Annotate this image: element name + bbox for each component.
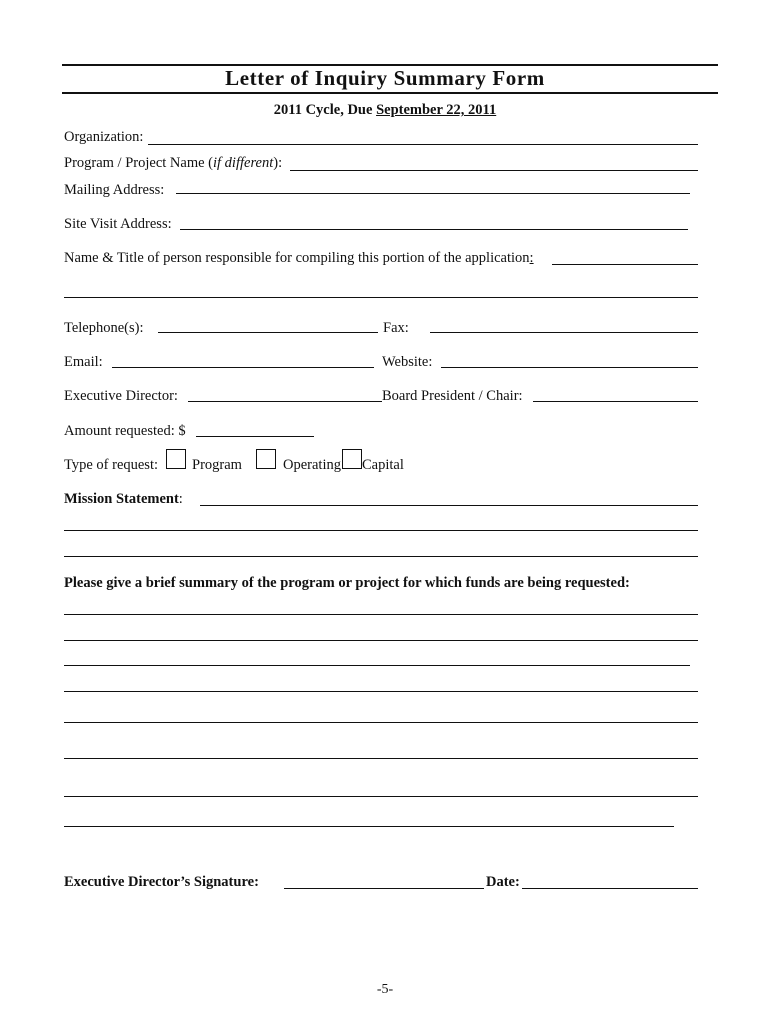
cycle-subtitle [0, 102, 770, 119]
operating-checkbox[interactable] [256, 449, 276, 469]
responsible-person-field-line-2[interactable] [64, 297, 698, 298]
board-president-label: Board President / Chair: [382, 388, 523, 404]
email-field[interactable] [112, 367, 374, 368]
telephone-label: Telephone(s): [64, 320, 144, 336]
cycle-label: 2011 Cycle, Due [273, 102, 377, 118]
program-name-field[interactable] [290, 170, 698, 171]
organization-field[interactable] [148, 144, 698, 145]
summary-field-line-4[interactable] [64, 691, 698, 692]
type-of-request-label: Type of request: [64, 457, 159, 473]
date-label: Date: [486, 874, 520, 890]
executive-director-field[interactable] [188, 401, 382, 402]
mailing-address-label: Mailing Address: [64, 182, 165, 198]
organization-label: Organization: [64, 129, 144, 145]
summary-field-line-1[interactable] [64, 614, 698, 615]
website-label: Website: [382, 354, 433, 370]
signature-field[interactable] [284, 888, 484, 889]
summary-field-line-7[interactable] [64, 796, 698, 797]
mission-statement-label: Mission Statement: [64, 491, 183, 507]
date-field[interactable] [522, 888, 698, 889]
summary-prompt: Please give a brief summary of the program or project for which funds are being requested: [64, 575, 630, 591]
capital-option-label: Capital [362, 457, 404, 473]
signature-label: Executive Director’s Signature: [64, 874, 259, 890]
fax-label: Fax: [383, 320, 409, 336]
executive-director-label: Executive Director: [64, 388, 178, 404]
site-visit-address-field[interactable] [180, 229, 688, 230]
mission-statement-field-line-3[interactable] [64, 556, 698, 557]
summary-field-line-2[interactable] [64, 640, 698, 641]
responsible-person-field[interactable] [552, 264, 698, 265]
amount-requested-field[interactable] [196, 436, 314, 437]
summary-field-line-5[interactable] [64, 722, 698, 723]
operating-option-label: Operating [283, 457, 341, 473]
telephone-field[interactable] [158, 332, 378, 333]
mailing-address-field[interactable] [176, 193, 690, 194]
program-checkbox[interactable] [166, 449, 186, 469]
website-field[interactable] [441, 367, 698, 368]
page-number: -5- [376, 982, 394, 997]
board-president-field[interactable] [533, 401, 698, 402]
amount-requested-label: Amount requested: $ [64, 423, 186, 439]
form-title: Letter of Inquiry Summary Form [225, 66, 545, 90]
program-name-label: Program / Project Name (if different): [64, 155, 283, 171]
mission-statement-field[interactable] [200, 505, 698, 506]
program-option-label: Program [192, 457, 242, 473]
responsible-person-label: Name & Title of person responsible for compiling this portion of the application: [64, 250, 534, 266]
capital-checkbox[interactable] [342, 449, 362, 469]
mission-statement-field-line-2[interactable] [64, 530, 698, 531]
site-visit-address-label: Site Visit Address: [64, 216, 172, 232]
fax-field[interactable] [430, 332, 698, 333]
summary-field-line-6[interactable] [64, 758, 698, 759]
email-label: Email: [64, 354, 103, 370]
summary-field-line-3[interactable] [64, 665, 690, 666]
title-rule [62, 92, 718, 94]
due-date: September 22, 2011 [376, 102, 497, 118]
summary-field-line-8[interactable] [64, 826, 674, 827]
